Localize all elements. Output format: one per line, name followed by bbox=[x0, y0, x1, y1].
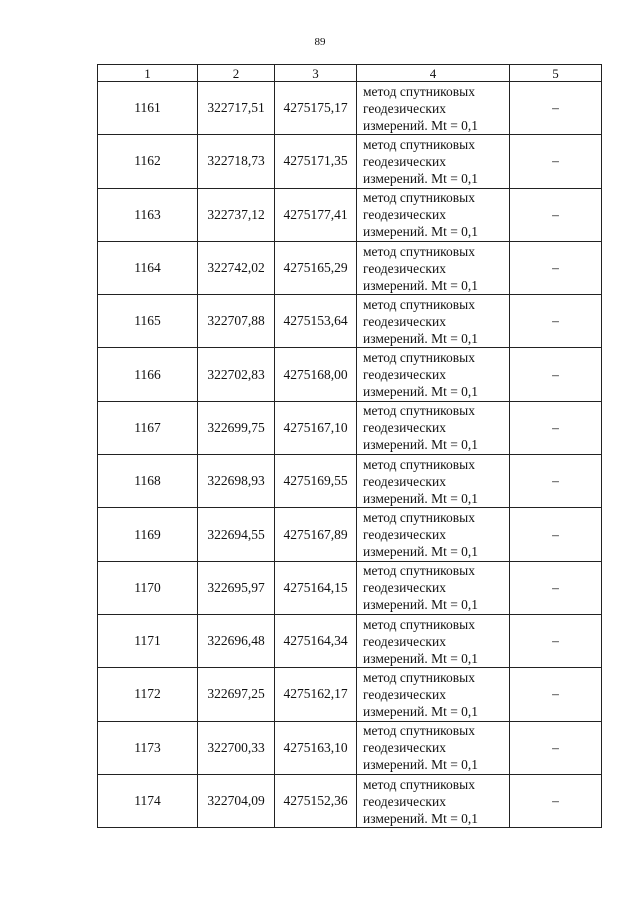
table-row bbox=[98, 188, 602, 241]
method-line: измерений. Mt = 0,1 bbox=[363, 170, 479, 186]
point-number-cell: 1161 bbox=[98, 82, 198, 135]
method-line: измерений. Mt = 0,1 bbox=[363, 384, 479, 400]
table-row bbox=[98, 721, 602, 774]
table-row bbox=[98, 401, 602, 454]
method-cell bbox=[357, 668, 510, 721]
method-line: измерений. Mt = 0,1 bbox=[363, 703, 479, 719]
note-cell: – bbox=[510, 241, 602, 294]
method-line: измерений. Mt = 0,1 bbox=[363, 437, 479, 453]
method-line: геодезических bbox=[363, 527, 446, 543]
point-number-cell: 1173 bbox=[98, 721, 198, 774]
table-row bbox=[98, 774, 602, 827]
x-coordinate-cell: 322697,25 bbox=[198, 668, 275, 721]
method-line: измерений. Mt = 0,1 bbox=[363, 224, 479, 240]
note-cell: – bbox=[510, 295, 602, 348]
method-cell bbox=[357, 348, 510, 401]
y-coordinate-cell: 4275164,15 bbox=[275, 561, 357, 614]
x-coordinate-cell: 322717,51 bbox=[198, 82, 275, 135]
header-cell-3: 3 bbox=[275, 65, 357, 82]
method-line: геодезических bbox=[363, 100, 446, 116]
header-row bbox=[98, 65, 602, 82]
method-line: метод спутниковых bbox=[363, 510, 475, 526]
y-coordinate-cell: 4275153,64 bbox=[275, 295, 357, 348]
note-cell: – bbox=[510, 774, 602, 827]
table-row bbox=[98, 241, 602, 294]
method-line: геодезических bbox=[363, 633, 446, 649]
note-cell: – bbox=[510, 508, 602, 561]
y-coordinate-cell: 4275152,36 bbox=[275, 774, 357, 827]
method-line: метод спутниковых bbox=[363, 136, 475, 152]
method-cell bbox=[357, 295, 510, 348]
method-line: измерений. Mt = 0,1 bbox=[363, 597, 479, 613]
method-line: измерений. Mt = 0,1 bbox=[363, 117, 479, 133]
table-row bbox=[98, 348, 602, 401]
method-line: измерений. Mt = 0,1 bbox=[363, 544, 479, 560]
point-number-cell: 1171 bbox=[98, 614, 198, 667]
method-cell bbox=[357, 188, 510, 241]
y-coordinate-cell: 4275167,89 bbox=[275, 508, 357, 561]
note-cell: – bbox=[510, 668, 602, 721]
method-line: геодезических bbox=[363, 580, 446, 596]
x-coordinate-cell: 322699,75 bbox=[198, 401, 275, 454]
x-coordinate-cell: 322737,12 bbox=[198, 188, 275, 241]
method-line: метод спутниковых bbox=[363, 723, 475, 739]
table-row bbox=[98, 668, 602, 721]
y-coordinate-cell: 4275169,55 bbox=[275, 455, 357, 508]
method-line: геодезических bbox=[363, 367, 446, 383]
y-coordinate-cell: 4275168,00 bbox=[275, 348, 357, 401]
point-number-cell: 1164 bbox=[98, 241, 198, 294]
method-line: геодезических bbox=[363, 313, 446, 329]
table-row bbox=[98, 135, 602, 188]
x-coordinate-cell: 322698,93 bbox=[198, 455, 275, 508]
method-line: метод спутниковых bbox=[363, 350, 475, 366]
page-number: 89 bbox=[314, 36, 326, 48]
y-coordinate-cell: 4275165,29 bbox=[275, 241, 357, 294]
header-cell-5: 5 bbox=[510, 65, 602, 82]
method-line: геодезических bbox=[363, 153, 446, 169]
method-line: метод спутниковых bbox=[363, 296, 475, 312]
method-cell bbox=[357, 614, 510, 667]
method-cell bbox=[357, 455, 510, 508]
header-cell-4: 4 bbox=[357, 65, 510, 82]
method-line: геодезических bbox=[363, 260, 446, 276]
y-coordinate-cell: 4275167,10 bbox=[275, 401, 357, 454]
note-cell: – bbox=[510, 455, 602, 508]
point-number-cell: 1168 bbox=[98, 455, 198, 508]
note-cell: – bbox=[510, 348, 602, 401]
method-line: геодезических bbox=[363, 473, 446, 489]
x-coordinate-cell: 322694,55 bbox=[198, 508, 275, 561]
header-cell-2: 2 bbox=[198, 65, 275, 82]
table-row bbox=[98, 295, 602, 348]
x-coordinate-cell: 322702,83 bbox=[198, 348, 275, 401]
method-cell bbox=[357, 241, 510, 294]
y-coordinate-cell: 4275164,34 bbox=[275, 614, 357, 667]
method-cell bbox=[357, 561, 510, 614]
x-coordinate-cell: 322700,33 bbox=[198, 721, 275, 774]
method-cell bbox=[357, 135, 510, 188]
table-row bbox=[98, 561, 602, 614]
coordinates-table bbox=[97, 64, 602, 828]
x-coordinate-cell: 322718,73 bbox=[198, 135, 275, 188]
method-line: измерений. Mt = 0,1 bbox=[363, 650, 479, 666]
method-line: геодезических bbox=[363, 740, 446, 756]
point-number-cell: 1165 bbox=[98, 295, 198, 348]
method-line: геодезических bbox=[363, 793, 446, 809]
y-coordinate-cell: 4275163,10 bbox=[275, 721, 357, 774]
table-row bbox=[98, 508, 602, 561]
method-cell bbox=[357, 721, 510, 774]
x-coordinate-cell: 322695,97 bbox=[198, 561, 275, 614]
y-coordinate-cell: 4275177,41 bbox=[275, 188, 357, 241]
point-number-cell: 1163 bbox=[98, 188, 198, 241]
x-coordinate-cell: 322704,09 bbox=[198, 774, 275, 827]
method-line: измерений. Mt = 0,1 bbox=[363, 330, 479, 346]
method-line: метод спутниковых bbox=[363, 190, 475, 206]
header-cell-1: 1 bbox=[98, 65, 198, 82]
method-cell bbox=[357, 774, 510, 827]
table-row bbox=[98, 614, 602, 667]
note-cell: – bbox=[510, 401, 602, 454]
method-line: измерений. Mt = 0,1 bbox=[363, 490, 479, 506]
note-cell: – bbox=[510, 721, 602, 774]
method-cell bbox=[357, 82, 510, 135]
method-line: метод спутниковых bbox=[363, 776, 475, 792]
method-line: геодезических bbox=[363, 420, 446, 436]
method-line: метод спутниковых bbox=[363, 403, 475, 419]
y-coordinate-cell: 4275175,17 bbox=[275, 82, 357, 135]
method-line: геодезических bbox=[363, 686, 446, 702]
note-cell: – bbox=[510, 561, 602, 614]
method-line: метод спутниковых bbox=[363, 563, 475, 579]
point-number-cell: 1174 bbox=[98, 774, 198, 827]
x-coordinate-cell: 322707,88 bbox=[198, 295, 275, 348]
method-line: метод спутниковых bbox=[363, 243, 475, 259]
note-cell: – bbox=[510, 82, 602, 135]
table-row bbox=[98, 455, 602, 508]
point-number-cell: 1172 bbox=[98, 668, 198, 721]
method-cell bbox=[357, 401, 510, 454]
point-number-cell: 1170 bbox=[98, 561, 198, 614]
method-line: метод спутниковых bbox=[363, 456, 475, 472]
method-line: метод спутниковых bbox=[363, 83, 475, 99]
note-cell: – bbox=[510, 614, 602, 667]
method-line: геодезических bbox=[363, 207, 446, 223]
method-line: метод спутниковых bbox=[363, 616, 475, 632]
point-number-cell: 1167 bbox=[98, 401, 198, 454]
note-cell: – bbox=[510, 188, 602, 241]
table-row bbox=[98, 82, 602, 135]
y-coordinate-cell: 4275162,17 bbox=[275, 668, 357, 721]
method-cell bbox=[357, 508, 510, 561]
point-number-cell: 1169 bbox=[98, 508, 198, 561]
method-line: измерений. Mt = 0,1 bbox=[363, 277, 479, 293]
method-line: измерений. Mt = 0,1 bbox=[363, 757, 479, 773]
x-coordinate-cell: 322696,48 bbox=[198, 614, 275, 667]
point-number-cell: 1166 bbox=[98, 348, 198, 401]
method-line: измерений. Mt = 0,1 bbox=[363, 810, 479, 826]
y-coordinate-cell: 4275171,35 bbox=[275, 135, 357, 188]
x-coordinate-cell: 322742,02 bbox=[198, 241, 275, 294]
table-body bbox=[98, 82, 602, 828]
point-number-cell: 1162 bbox=[98, 135, 198, 188]
method-line: метод спутниковых bbox=[363, 669, 475, 685]
note-cell: – bbox=[510, 135, 602, 188]
